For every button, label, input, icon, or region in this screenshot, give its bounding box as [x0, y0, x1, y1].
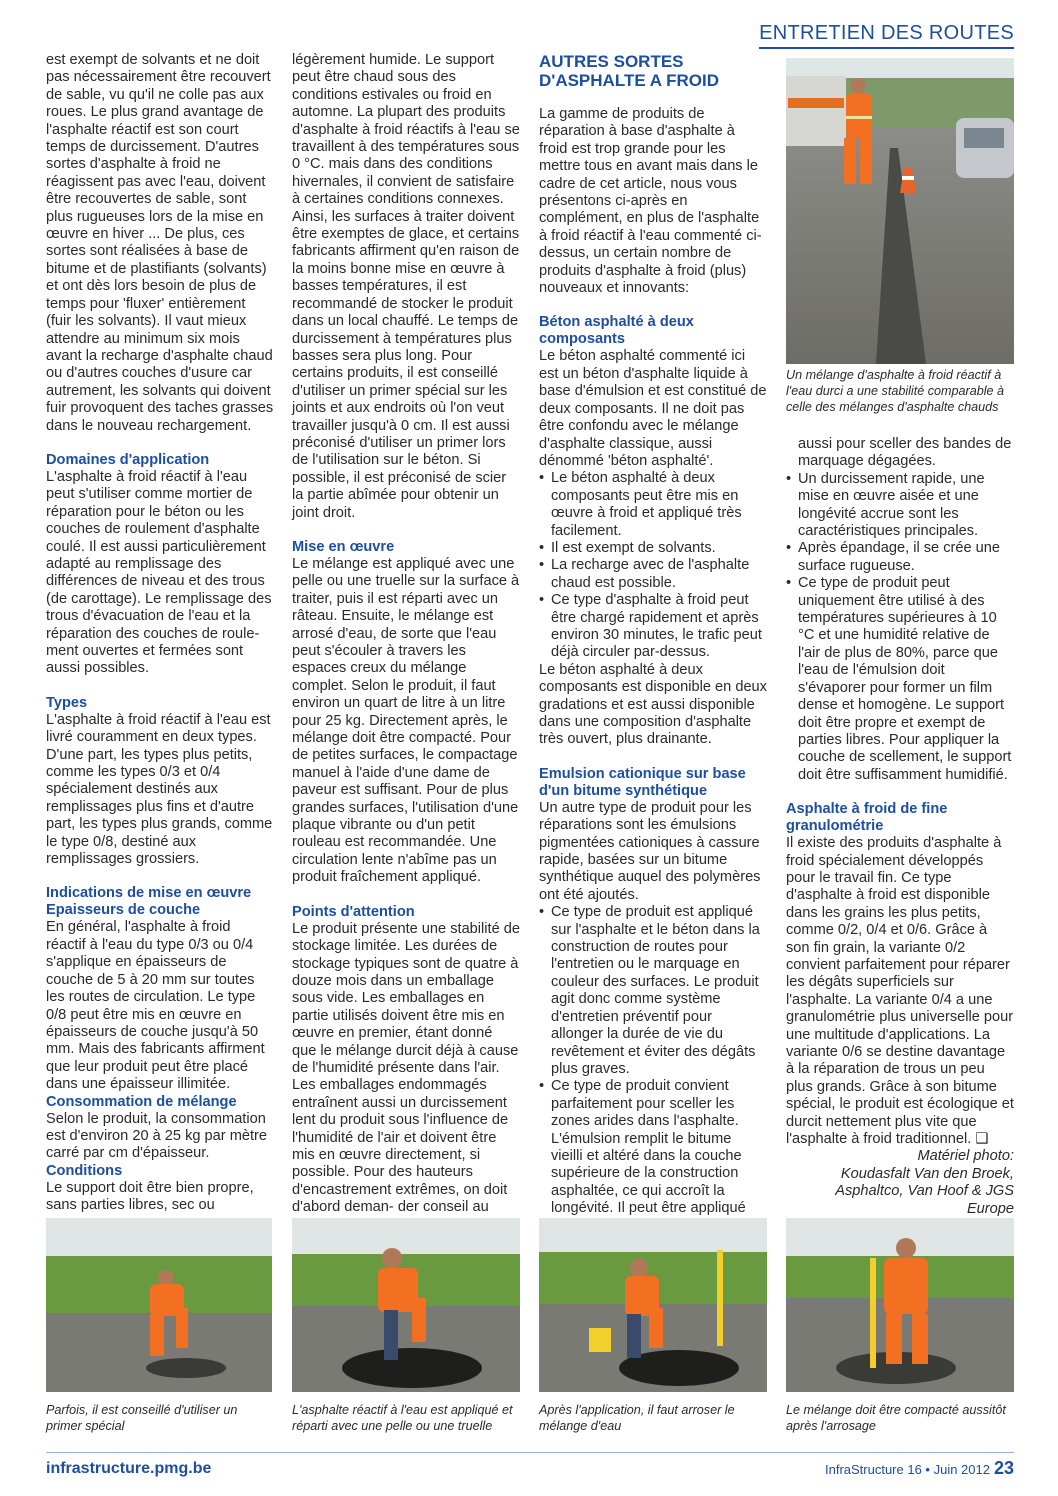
list-item: • La recharge avec de l'asphalte chaud est possible. — [539, 557, 767, 592]
col1-intro: est exempt de solvants et ne doit pas nécessairement être recouvert de sable, vu qu'il ne colle pas aux roues. Le plus grand avantage de l'asphalte réactif est son court temps de durcissement. D'autres sortes d'asphalte à froid ne réagissent pas avec l'eau, doivent être recouvertes de sable, sont plus rugueuses lors de la mise en œuvre en hiver ... De plus, ces sortes sont réalisées à base de bitume et de plastifiants (solvants) et ont dès lors besoin de plus de temps pour 'fluxer' entièrement (fuir les solvants). Il vaut mieux attendre au minimum six mois avant la recharge d'asphalte chaud ou d'autres couches d'usure car autrement, les solvants qui doivent fuir provoquent des taches grasses dans le nouveau rechargement. — [46, 52, 274, 434]
compacting-illustration — [786, 1218, 1014, 1392]
heading-domaines: Domaines d'application — [46, 451, 210, 468]
col3-beton-end: Le béton asphalté à deux composants est disponible en deux gradations et est aussi disponible dans une composition d'asphalte très ouvert, plus drainante. — [539, 661, 767, 748]
col4-fine-text: Il existe des produits d'asphalte à froid spécialement développés pour le travail fin. Ce type d'asphalte à froid est disponible dans les grains les plus petits, comme 0/2, 0/4 et 0/6. Grâce à son fin grain, la variante 0/2 convient parfaitement pour réparer les dégâts superficiels sur l'asphalte. La variante 0/4 a une granulométrie plus universelle pour une multitude d'applications. La variante 0/6 se destine davantage à la réparation de trous un peu plus grands. Grâce à son bitume spécial, le produit est écologique et durcit nettement plus vite que l'asphalte à froid traditionnel. — [786, 835, 1014, 1148]
col2-mise: Le mélange est appliqué avec une pelle ou une truelle sur la surface à traiter, puis il est réparti avec un râteau. Ensuite, le mélange est arrosé d'eau, de sorte que l'eau peut s'écouler à travers les espaces creux du mélange complet. Selon le produit, il faut environ un quart de litre à un litre pour 25 kg. Directement après, le mélange doit être compacté. Pour de petites surfaces, le compactage manuel à l'aide d'une dame de paveur est suffisant. Pour de plus grandes surfaces, l'utilisation d'une plaque vibrante ou d'un petit rouleau est recommandée. Une circulation lente n'abîme pas un produit fraîchement appliqué. — [292, 555, 520, 886]
list-item: • Ce type de produit convient parfaitement pour sceller les zones arides dans l'asphalte. L'émulsion remplit le bitume vieilli et altéré dans la couche supérieure de la construction asphaltée, ce qui accroît la longévité. Il peut être appliqué — [539, 1078, 767, 1252]
col2-points-1: Le produit présente une stabilité de stockage limitée. Les durées de stockage typiques sont de quatre à douze mois dans un emballage sous vide. Les emballages en partie utilisés doivent être mis en œuvre en premier, étant donné que le mélange durcit déjà à cause de l'humidité présente dans l'air. — [292, 920, 520, 1076]
section-tag: ENTRETIEN DES ROUTES — [759, 22, 1014, 49]
heading-mise-en-oeuvre: Mise en œuvre — [292, 538, 395, 555]
list-item: • Ce type de produit est appliqué sur l'asphalte et le béton dans la construction de routes pour l'entretien ou le marquage en couleur des surfaces. Le produit agit donc comme système d'entretien préventif pour allonger la durée de vie du revêtement et éviter des dégâts plus graves. — [539, 904, 767, 1078]
subheading-conditions: Conditions — [46, 1162, 123, 1179]
page-number: 23 — [993, 1458, 1014, 1478]
footer-issue — [825, 1458, 1014, 1479]
subheading-epaisseurs: Epaisseurs de couche — [46, 902, 201, 919]
photo-credit-3: Asphaltco, Van Hoof & JGS Europe — [835, 1183, 1014, 1217]
column-2 — [292, 52, 520, 1234]
emulsion-bullet-list — [539, 904, 767, 1252]
photo-road-worker — [786, 58, 1014, 364]
col1-conditions: Le support doit être bien propre, sans parties libres, sec ou — [46, 1179, 254, 1214]
column-3 — [539, 52, 767, 1252]
footer-site-link[interactable]: infrastructure.pmg.be — [46, 1460, 212, 1477]
photo-watering — [539, 1218, 767, 1392]
heading-beton-asphalte: Béton asphalté à deux composants — [539, 314, 694, 348]
issue-label: InfraStructure 16 • Juin 2012 — [824, 1462, 990, 1477]
caption-shovel: L'asphalte réactif à l'eau est appliqué et réparti avec une pelle ou une truelle — [292, 1403, 513, 1433]
caption-primer: Parfois, il est conseillé d'utiliser un primer spécial — [46, 1403, 238, 1433]
heading-autres-sortes: AUTRES SORTES D'ASPHALTE A FROID — [539, 52, 720, 90]
col4-fine — [786, 835, 1014, 1148]
photo-credit-1: Matériel photo: — [917, 1148, 1014, 1165]
end-mark: ❑ — [975, 1131, 989, 1148]
column-4 — [786, 436, 1014, 1218]
heading-points-attention: Points d'attention — [292, 903, 415, 920]
col1-epaisseurs: En général, l'asphalte à froid réactif à l'eau du type 0/3 ou 0/4 s'applique en épaisseurs de couche de 5 à 20 mm sur toutes les routes de circulation. Le type 0/8 peut être mis en œuvre en épaisseurs de couche jusqu'à 50 mm. Mais des fabricants affirment que leur produit peut être placé dans une épaisseur illimitée. — [46, 919, 265, 1093]
col3-beton: Le béton asphalté commenté ici est un béton d'asphalte liquide à base d'émulsion et est constitué de deux composants. Il ne doit pas être confondu avec le mélange d'asphalte classique, aussi dénommé 'béton asphalté'. — [539, 348, 767, 469]
photo-credit-2: Koudasfalt Van den Broek, — [840, 1165, 1014, 1182]
caption-watering: Après l'application, il faut arroser le mélange d'eau — [539, 1403, 735, 1433]
col1-types: L'asphalte à froid réactif à l'eau est livré couramment en deux types. D'une part, les types plus petits, comme les types 0/3 et 0/4 spécialement destinés aux remplissages plus fins et d'autre part, les types plus grands, comme le type 0/8, destiné aux remplissages grossiers. — [46, 711, 273, 868]
primer-illustration — [46, 1218, 272, 1392]
heading-emulsion: Emulsion cationique sur base d'un bitume synthétique — [539, 765, 746, 799]
col2-intro: légèrement humide. Le support peut être chaud sous des conditions estivales ou froid en automne. La plupart des produits d'asphalte à froid réactifs à l'eau se travaillent à des températures sous 0 °C. mais dans des conditions hivernales, il convient de satisfaire à certaines conditions connexes. Ainsi, les surfaces à traiter doivent être exemptes de glace, et certains fabricants affirment qu'en raison de la moins bonne mise en œuvre à basses températures, il est recommandé de stocker le produit dans un local chauffé. Le temps de durcissement à températures plus basses sera plus long. Pour certains produits, il est conseillé d'utiliser un primer spécial sur les joints et aux endroits où l'on veut travailler jusqu'à 0 cm. Il est aussi préconisé d'utiliser un primer lors de l'utilisation sur le béton. Si possible, il est préconisé de scier la partie abîmée pour obtenir un joint droit. — [292, 52, 520, 521]
col4-continuation: aussi pour sceller des bandes de marquage dégagées. — [798, 436, 1012, 470]
top-photo-caption: Un mélange d'asphalte à froid réactif à l'eau durci a une stabilité comparable à celle des mélanges d'asphalte chauds — [786, 368, 1005, 414]
col1-consommation: Selon le produit, la consommation est d'environ 20 à 25 kg par mètre carré par cm d'épaisseur. — [46, 1110, 268, 1162]
list-item: • Après épandage, il se crée une surface rugueuse. — [786, 540, 1014, 575]
list-item: • Un durcissement rapide, une mise en œuvre aisée et une longévité accrue sont les caractéristiques principales. — [786, 471, 1014, 541]
beton-bullet-list — [539, 470, 767, 661]
photo-shovel — [292, 1218, 520, 1392]
road-worker-illustration — [786, 58, 1014, 364]
col3-intro: La gamme de produits de réparation à base d'asphalte à froid est trop grande pour les mettre tous en avant mais dans le cadre de cet article, nous vous présentons ci-après en complément, en plus de l'asphalte à froid réactif à l'eau commenté ci-dessus, un certain nombre de produits d'asphalte à froid (plus) nouveaux et innovants: — [539, 106, 762, 297]
list-item: • Ce type de produit peut uniquement être utilisé à des températures supérieures à 10 °C et une humidité relative de l'air de plus de 80%, parce que l'eau de l'émulsion doit s'évaporer pour former un film dense et homogène. Le support doit être propre et exempt de parties libres. Pour appliquer la couche de scellement, le support doit être suffisamment humidifié. — [786, 575, 1014, 784]
column-1 — [46, 52, 274, 1215]
col3-emulsion: Un autre type de produit pour les réparations sont les émulsions pigmentées cationiques à cassure rapide, basées sur un bitume synthétique auquel des polymères ont été ajoutés. — [539, 799, 761, 903]
list-item: • Il est exempt de solvants. — [539, 540, 767, 557]
col1-domaines: L'asphalte à froid réactif à l'eau peut s'utiliser comme mortier de réparation pour le béton ou les couches de roulement d'asphalte coulé. Il est aussi particulièrement adapté au remplissage des différences de niveau et des trous (de carottage). Le remplissage des trous d'évacuation de l'eau et la réparation des couches de roule- ment ouvertes et fermées sont aussi possibles. — [46, 468, 272, 677]
watering-illustration — [539, 1218, 767, 1392]
col2-points-2: Les emballages endommagés entraînent aussi un durcissement lent du produit sous l'influence de l'humidité de l'air et doivent être mis en œuvre directement, si possible. Pour des hauteurs d'encastrement extrêmes, on doit d'abord deman- der conseil au — [292, 1077, 509, 1216]
caption-compacting: Le mélange doit être compacté aussitôt après l'arrosage — [786, 1403, 1006, 1433]
shovel-illustration — [292, 1218, 520, 1392]
list-item: • Ce type d'asphalte à froid peut être chargé rapidement et après environ 30 minutes, le trafic peut déjà circuler par-dessus. — [539, 592, 767, 662]
col4-bullet-list — [786, 471, 1014, 784]
heading-fine-granulometrie: Asphalte à froid de fine granulométrie — [786, 801, 948, 835]
photo-primer — [46, 1218, 272, 1392]
footer-rule — [46, 1452, 1014, 1453]
subheading-consommation: Consommation de mélange — [46, 1093, 237, 1110]
heading-indications: Indications de mise en œuvre — [46, 885, 252, 902]
heading-types: Types — [46, 694, 88, 711]
photo-compacting — [786, 1218, 1014, 1392]
list-item: • Le béton asphalté à deux composants peut être mis en œuvre à froid et appliqué très facilement. — [539, 470, 767, 540]
